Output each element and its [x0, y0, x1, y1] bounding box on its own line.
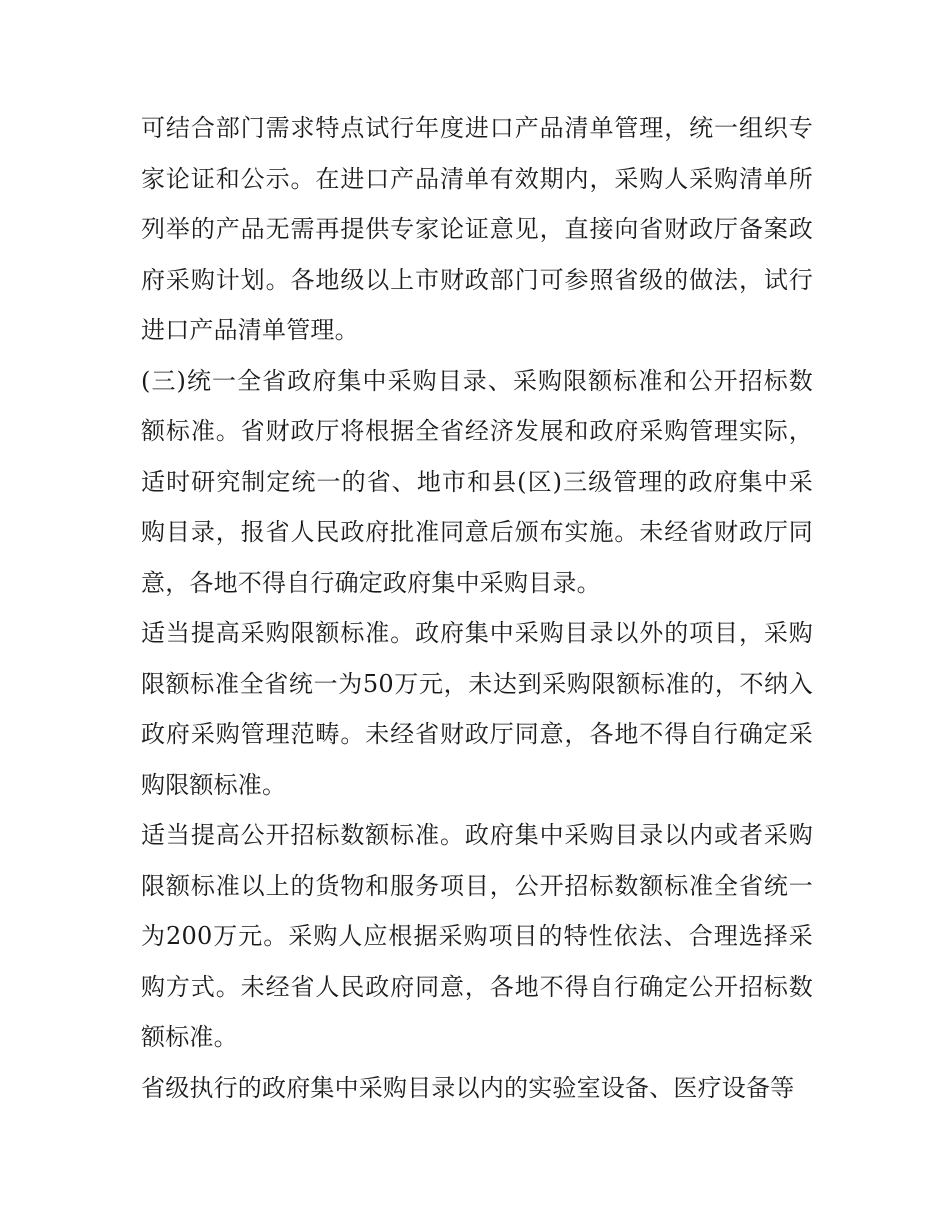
paragraph-import-product-list: 可结合部门需求特点试行年度进口产品清单管理，统一组织专家论证和公示。在进口产品清单有效期内，采购人采购清单所列举的产品无需再提供专家论证意见，直接向省财政厅备案政府采购计划。各地级以上市财政部门可参照省级的做法，试行进口产品清单管理。: [141, 114, 813, 344]
paragraph-public-tender-threshold: 适当提高公开招标数额标准。政府集中采购目录以内或者采购限额标准以上的货物和服务项目，公开招标数额标准全省统一为200万元。采购人应根据采购项目的特性依法、合理选择采购方式。未经省人民政府同意，各地不得自行确定公开招标数额标准。: [141, 821, 813, 1051]
paragraph-provincial-equipment: 省级执行的政府集中采购目录以内的实验室设备、医疗设备等: [141, 1073, 795, 1102]
paragraph-unified-catalog: (三)统一全省政府集中采购目录、采购限额标准和公开招标数额标准。省财政厅将根据全省经济发展和政府采购管理实际，适时研究制定统一的省、地市和县(区)三级管理的政府集中采购目录，报省人民政府批准同意后颁布实施。未经省财政厅同意，各地不得自行确定政府集中采购目录。: [141, 366, 813, 597]
document-body: [141, 103, 813, 1113]
paragraph-procurement-limit: 适当提高采购限额标准。政府集中采购目录以外的项目，采购限额标准全省统一为50万元，未达到采购限额标准的，不纳入政府采购管理范畴。未经省财政厅同意，各地不得自行确定采购限额标准。: [141, 619, 813, 799]
